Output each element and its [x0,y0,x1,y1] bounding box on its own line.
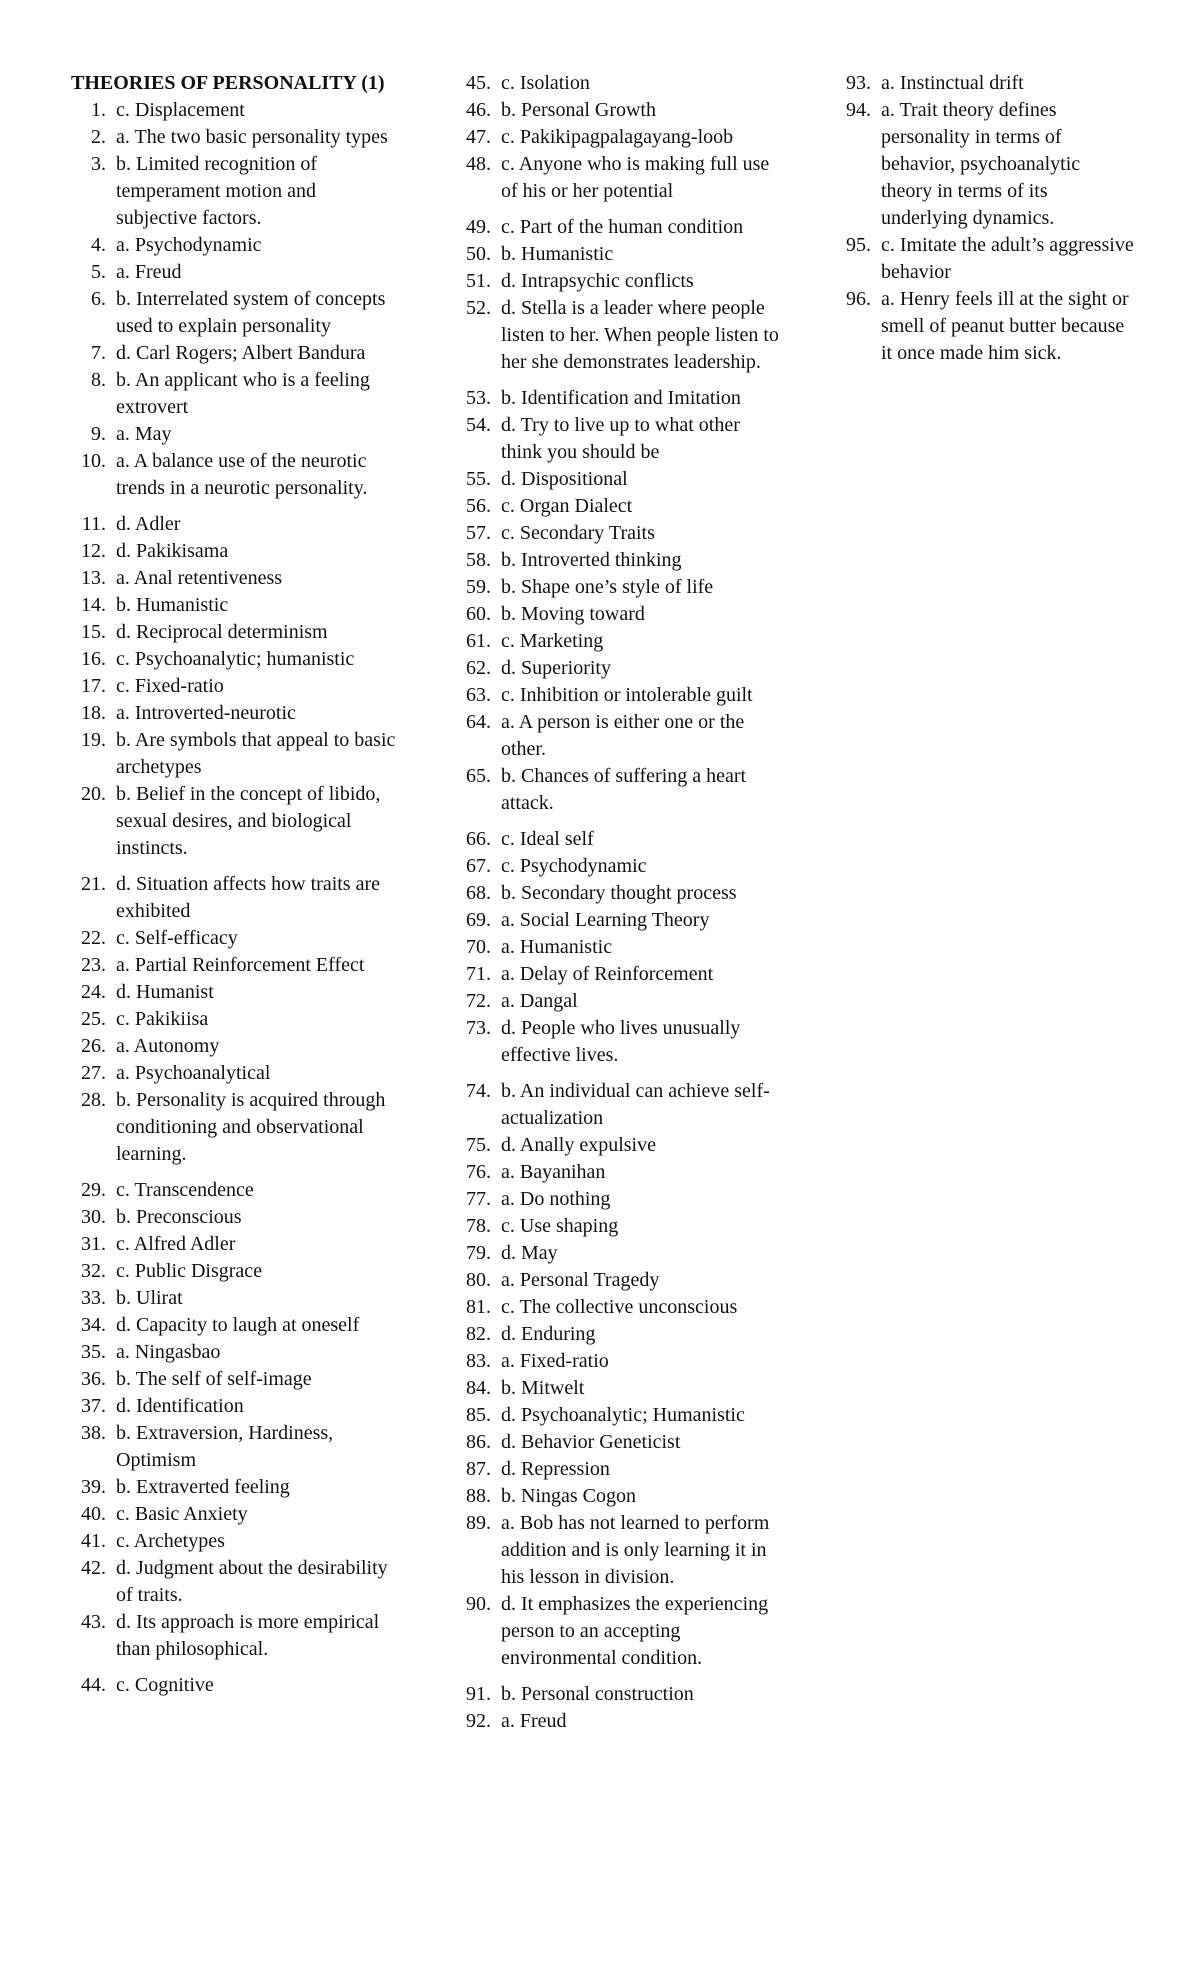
answer-text: d. It emphasizes the experiencing person to an accepting environmental condition. [501,1593,769,1669]
answer-item [455,853,780,880]
answer-item [455,907,780,934]
answer-text: c. Fixed-ratio [116,675,224,697]
answer-number: 28. [81,1089,106,1111]
answer-text: a. The two basic personality types [116,126,388,148]
answer-number: 39. [81,1476,106,1498]
answer-item [455,1294,780,1321]
answer-number: 51. [466,270,491,292]
answer-number: 64. [466,711,491,733]
answer-item [835,70,1135,97]
answer-text: c. Marketing [501,630,604,652]
answer-text: d. Carl Rogers; Albert Bandura [116,342,366,364]
answer-item [455,574,780,601]
answer-number: 20. [81,783,106,805]
answer-item [70,619,400,646]
answer-number: 68. [466,882,491,904]
answer-text: d. Situation affects how traits are exhibited [116,873,381,922]
answer-text: a. Dangal [501,990,578,1012]
answer-item [455,709,780,763]
answer-text: d. Pakikisama [116,540,229,562]
answer-text: c. Alfred Adler [116,1233,236,1255]
answer-item [70,565,400,592]
answer-item [70,511,400,538]
answer-item [455,934,780,961]
answer-number: 17. [81,675,106,697]
answer-text: a. Autonomy [116,1035,220,1057]
answer-number: 53. [466,387,491,409]
answer-number: 67. [466,855,491,877]
answer-number: 54. [466,414,491,436]
answer-item [455,1240,780,1267]
answer-number: 30. [81,1206,106,1228]
answer-item [455,655,780,682]
answer-number: 31. [81,1233,106,1255]
answer-text: d. Its approach is more empirical than philosophical. [116,1611,380,1660]
answer-text: b. The self of self-image [116,1368,312,1390]
answer-text: b. Identification and Imitation [501,387,741,409]
answer-number: 72. [466,990,491,1012]
answer-item [455,1429,780,1456]
answer-number: 90. [466,1593,491,1615]
answer-number: 15. [81,621,106,643]
answer-number: 76. [466,1161,491,1183]
answer-text: c. Use shaping [501,1215,619,1237]
answer-text: b. Personality is acquired through conditioning and observational learning. [116,1089,386,1165]
answer-item [70,952,400,979]
answer-number: 65. [466,765,491,787]
answer-item [455,601,780,628]
answer-text: c. Transcendence [116,1179,254,1201]
answer-item [455,1321,780,1348]
answer-item [455,1456,780,1483]
answer-number: 58. [466,549,491,571]
answer-text: d. Psychoanalytic; Humanistic [501,1404,745,1426]
answer-number: 59. [466,576,491,598]
answer-item [455,1213,780,1240]
answer-text: c. The collective unconscious [501,1296,738,1318]
answer-number: 56. [466,495,491,517]
answer-text: d. Reciprocal determinism [116,621,328,643]
answer-number: 45. [466,72,491,94]
answer-text: b. Moving toward [501,603,645,625]
answer-item [70,1501,400,1528]
answer-item [455,1159,780,1186]
answer-text: c. Psychodynamic [501,855,647,877]
answer-number: 25. [81,1008,106,1030]
answer-text: b. Shape one’s style of life [501,576,714,598]
answer-number: 13. [81,567,106,589]
answer-item [70,592,400,619]
answer-text: a. Partial Reinforcement Effect [116,954,365,976]
answer-item [455,520,780,547]
answer-item [70,1609,400,1663]
answer-item [455,1591,780,1672]
answer-item [70,151,400,232]
answer-text: a. Trait theory defines personality in terms of behavior, psychoanalytic theory in terms of its underlying dynamics. [881,99,1081,229]
answer-item [455,70,780,97]
answer-number: 6. [91,288,106,310]
answer-number: 34. [81,1314,106,1336]
answer-number: 61. [466,630,491,652]
answer-number: 77. [466,1188,491,1210]
answer-item [455,124,780,151]
answer-number: 84. [466,1377,491,1399]
answer-item [70,1060,400,1087]
answer-text: c. Inhibition or intolerable guilt [501,684,753,706]
answer-text: a. Psychodynamic [116,234,262,256]
answer-item [455,880,780,907]
answer-text: d. Adler [116,513,181,535]
answer-text: a. Ningasbao [116,1341,221,1363]
answer-item [70,1474,400,1501]
answer-number: 12. [81,540,106,562]
answer-item [70,232,400,259]
answer-text: c. Part of the human condition [501,216,744,238]
answer-item [70,97,400,124]
answer-list [70,97,400,1699]
answer-number: 83. [466,1350,491,1372]
answer-item [70,538,400,565]
answer-text: c. Displacement [116,99,245,121]
answer-text: d. Dispositional [501,468,628,490]
answer-number: 69. [466,909,491,931]
answer-number: 8. [91,369,106,391]
answer-number: 89. [466,1512,491,1534]
answer-text: c. Isolation [501,72,590,94]
answer-item [455,466,780,493]
answer-number: 94. [846,99,871,121]
answer-number: 66. [466,828,491,850]
answer-number: 19. [81,729,106,751]
answer-item [70,673,400,700]
answer-text: a. Humanistic [501,936,613,958]
answer-item [70,1312,400,1339]
answer-number: 57. [466,522,491,544]
answer-text: b. Personal construction [501,1683,694,1705]
answer-item [455,988,780,1015]
answer-item [455,1681,780,1708]
answer-text: a. Anal retentiveness [116,567,283,589]
answer-item [455,628,780,655]
answer-item [455,241,780,268]
answer-text: a. Freud [501,1710,567,1732]
document-title: THEORIES OF PERSONALITY (1) [71,72,385,94]
answer-text: d. Behavior Geneticist [501,1431,681,1453]
answer-number: 86. [466,1431,491,1453]
answer-text: d. Humanist [116,981,214,1003]
answer-text: a. May [116,423,172,445]
answer-number: 81. [466,1296,491,1318]
answer-number: 48. [466,153,491,175]
answer-text: d. Try to live up to what other think you should be [501,414,740,463]
answer-item [70,1366,400,1393]
answer-number: 85. [466,1404,491,1426]
answer-item [455,493,780,520]
answer-item [455,1015,780,1069]
answer-item [455,295,780,376]
answer-number: 9. [91,423,106,445]
answer-number: 49. [466,216,491,238]
answer-text: c. Pakikipagpalagayang-loob [501,126,734,148]
answer-text: a. Psychoanalytical [116,1062,271,1084]
answer-text: a. Fixed-ratio [501,1350,609,1372]
answer-text: d. Intrapsychic conflicts [501,270,694,292]
answer-item [455,763,780,817]
answer-number: 60. [466,603,491,625]
answer-item [455,1132,780,1159]
answer-text: a. A person is either one or the other. [501,711,745,760]
answer-text: a. Introverted-neurotic [116,702,296,724]
answer-number: 96. [846,288,871,310]
answer-text: c. Psychoanalytic; humanistic [116,648,355,670]
answer-list [455,70,780,1735]
answer-item [70,1006,400,1033]
answer-text: b. Chances of suffering a heart attack. [501,765,747,814]
answer-item [455,1348,780,1375]
answer-item [455,214,780,241]
answer-text: c. Secondary Traits [501,522,655,544]
answer-number: 79. [466,1242,491,1264]
answer-text: b. Humanistic [116,594,229,616]
answer-text: a. Personal Tragedy [501,1269,660,1291]
answer-number: 4. [91,234,106,256]
answer-number: 44. [81,1674,106,1696]
answer-number: 74. [466,1080,491,1102]
answer-item [455,682,780,709]
answer-number: 93. [846,72,871,94]
answer-text: b. Mitwelt [501,1377,585,1399]
answer-number: 87. [466,1458,491,1480]
answer-item [455,961,780,988]
column-2 [455,70,780,1735]
answer-number: 24. [81,981,106,1003]
answer-number: 2. [91,126,106,148]
answer-text: d. Judgment about the desirability of traits. [116,1557,388,1606]
answer-number: 80. [466,1269,491,1291]
answer-text: b. Belief in the concept of libido, sexual desires, and biological instincts. [116,783,381,859]
answer-number: 71. [466,963,491,985]
answer-text: a. Delay of Reinforcement [501,963,714,985]
answer-number: 18. [81,702,106,724]
answer-text: b. Extraversion, Hardiness, Optimism [116,1422,334,1471]
answer-number: 7. [91,342,106,364]
answer-item [455,547,780,574]
answer-item [455,1402,780,1429]
answer-number: 41. [81,1530,106,1552]
answer-text: c. Imitate the adult’s aggressive behavior [881,234,1134,283]
answer-number: 91. [466,1683,491,1705]
answer-item [70,925,400,952]
answer-number: 47. [466,126,491,148]
answer-text: a. Social Learning Theory [501,909,710,931]
answer-number: 26. [81,1035,106,1057]
answer-item [70,286,400,340]
answer-text: a. Instinctual drift [881,72,1024,94]
answer-text: d. Anally expulsive [501,1134,656,1156]
column-3 [835,70,1135,367]
answer-text: b. Extraverted feeling [116,1476,290,1498]
answer-item [70,1033,400,1060]
answer-text: b. Ulirat [116,1287,183,1309]
answer-list [835,70,1135,367]
answer-item [70,340,400,367]
answer-text: c. Self-efficacy [116,927,238,949]
answer-item [70,871,400,925]
answer-text: c. Cognitive [116,1674,214,1696]
answer-text: a. A balance use of the neurotic trends in a neurotic personality. [116,450,368,499]
answer-text: c. Basic Anxiety [116,1503,248,1525]
answer-text: d. May [501,1242,558,1264]
answer-text: c. Archetypes [116,1530,225,1552]
answer-item [70,1420,400,1474]
answer-text: b. Humanistic [501,243,614,265]
answer-item [70,1285,400,1312]
answer-number: 5. [91,261,106,283]
answer-item [835,286,1135,367]
answer-item [70,646,400,673]
answer-number: 36. [81,1368,106,1390]
answer-number: 46. [466,99,491,121]
answer-number: 78. [466,1215,491,1237]
answer-text: a. Bob has not learned to perform addition and is only learning it in his lesson in division. [501,1512,770,1588]
answer-number: 22. [81,927,106,949]
answer-text: b. Interrelated system of concepts used to explain personality [116,288,386,337]
answer-text: b. Limited recognition of temperament motion and subjective factors. [116,153,318,229]
answer-text: c. Anyone who is making full use of his or her potential [501,153,770,202]
answer-text: c. Pakikiisa [116,1008,209,1030]
answer-number: 3. [91,153,106,175]
column-1 [70,70,400,1699]
answer-text: b. Personal Growth [501,99,656,121]
answer-item [455,1510,780,1591]
answer-item [70,1087,400,1168]
answer-number: 16. [81,648,106,670]
answer-number: 11. [81,513,106,535]
answer-item [455,1375,780,1402]
answer-item [455,826,780,853]
answer-number: 14. [81,594,106,616]
answer-item [70,124,400,151]
answer-item [70,1204,400,1231]
answer-text: b. Ningas Cogon [501,1485,636,1507]
answer-text: d. Repression [501,1458,610,1480]
answer-number: 75. [466,1134,491,1156]
answer-number: 32. [81,1260,106,1282]
answer-item [70,979,400,1006]
answer-number: 1. [91,99,106,121]
answer-number: 92. [466,1710,491,1732]
answer-item [70,421,400,448]
answer-number: 10. [81,450,106,472]
answer-number: 27. [81,1062,106,1084]
answer-text: a. Do nothing [501,1188,611,1210]
answer-number: 50. [466,243,491,265]
answer-item [70,1528,400,1555]
answer-text: c. Public Disgrace [116,1260,263,1282]
answer-item [455,412,780,466]
answer-text: d. Stella is a leader where people listen to her. When people listen to her she demonstrates leadership. [501,297,779,373]
answer-text: b. Introverted thinking [501,549,682,571]
answer-text: a. Bayanihan [501,1161,606,1183]
answer-text: b. An individual can achieve self-actualization [501,1080,770,1129]
answer-item [455,97,780,124]
answer-text: d. People who lives unusually effective lives. [501,1017,741,1066]
answer-text: d. Identification [116,1395,244,1417]
answer-number: 88. [466,1485,491,1507]
answer-number: 35. [81,1341,106,1363]
answer-number: 82. [466,1323,491,1345]
answer-number: 23. [81,954,106,976]
answer-text: d. Enduring [501,1323,596,1345]
answer-number: 95. [846,234,871,256]
answer-item [455,1267,780,1294]
answer-text: a. Henry feels ill at the sight or smell of peanut butter because it once made him sick. [881,288,1129,364]
answer-item [455,1483,780,1510]
answer-text: a. Freud [116,261,182,283]
answer-number: 73. [466,1017,491,1039]
answer-item [70,1555,400,1609]
answer-text: d. Capacity to laugh at oneself [116,1314,360,1336]
answer-number: 40. [81,1503,106,1525]
answer-item [455,385,780,412]
answer-item [70,1672,400,1699]
answer-text: b. Secondary thought process [501,882,737,904]
answer-text: b. An applicant who is a feeling extrovert [116,369,370,418]
answer-number: 43. [81,1611,106,1633]
answer-number: 42. [81,1557,106,1579]
answer-number: 63. [466,684,491,706]
answer-item [70,1177,400,1204]
answer-item [70,1258,400,1285]
answer-text: b. Preconscious [116,1206,242,1228]
answer-item [455,1186,780,1213]
answer-text: b. Are symbols that appeal to basic archetypes [116,729,396,778]
answer-item [70,448,400,502]
answer-number: 37. [81,1395,106,1417]
answer-item [455,1078,780,1132]
answer-number: 52. [466,297,491,319]
answer-item [70,1393,400,1420]
answer-item [835,97,1135,232]
answer-item [70,781,400,862]
answer-number: 62. [466,657,491,679]
answer-text: c. Organ Dialect [501,495,633,517]
answer-text: d. Superiority [501,657,611,679]
answer-number: 38. [81,1422,106,1444]
answer-item [455,1708,780,1735]
answer-number: 29. [81,1179,106,1201]
answer-item [835,232,1135,286]
answer-number: 21. [81,873,106,895]
answer-item [70,259,400,286]
answer-item [455,151,780,205]
answer-item [70,700,400,727]
answer-number: 70. [466,936,491,958]
answer-item [70,367,400,421]
answer-item [70,1339,400,1366]
answer-item [70,727,400,781]
answer-number: 33. [81,1287,106,1309]
answer-item [455,268,780,295]
answer-item [70,1231,400,1258]
answer-text: c. Ideal self [501,828,594,850]
answer-number: 55. [466,468,491,490]
